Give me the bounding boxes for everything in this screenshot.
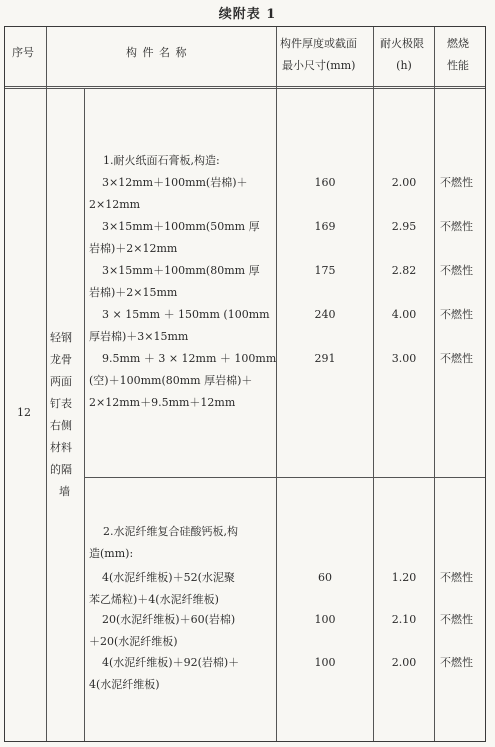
group1-item3-line1: 3×15mm＋100mm(80mm 厚 <box>102 264 260 277</box>
group1-item5-fire: 3.00 <box>391 352 417 365</box>
group1-item4-line1: 3 × 15mm ＋ 150mm (100mm <box>102 308 270 321</box>
category-line: 龙骨 <box>50 353 72 366</box>
group2-item1-line2: 苯乙烯粒)＋4(水泥纤维板) <box>89 593 219 606</box>
group2-item2-thickness: 100 <box>314 613 336 626</box>
category-line: 墙 <box>59 485 70 498</box>
group2-item3-line1: 4(水泥纤维板)＋92(岩棉)＋ <box>102 656 240 669</box>
col-divider-seq <box>46 27 47 741</box>
header-burn-line1: 燃烧 <box>447 37 469 50</box>
group1-item4-line2: 厚岩棉)＋3×15mm <box>89 330 189 343</box>
group2-item3-burn: 不燃性 <box>440 656 473 669</box>
category-line: 材料 <box>50 441 72 454</box>
group1-item3-line2: 岩棉)＋2×15mm <box>89 286 178 299</box>
group-divider <box>84 477 485 478</box>
group2-item1-line1: 4(水泥纤维板)＋52(水泥聚 <box>102 571 235 584</box>
group1-item2-line1: 3×15mm＋100mm(50mm 厚 <box>102 220 260 233</box>
group1-item1-thickness: 160 <box>314 176 336 189</box>
group1-item3-burn: 不燃性 <box>440 264 473 277</box>
category-line: 钉表 <box>50 397 72 410</box>
group1-item4-fire: 4.00 <box>391 308 417 321</box>
category-line: 两面 <box>50 375 72 388</box>
group1-item2-thickness: 169 <box>314 220 336 233</box>
row-seq: 12 <box>17 406 31 419</box>
header-thickness-line2: 最小尺寸(mm) <box>282 59 356 72</box>
group2-intro-line1: 2.水泥纤维复合硅酸钙板,构 <box>103 525 238 538</box>
category-line: 轻钢 <box>50 331 72 344</box>
header-seq: 序号 <box>12 46 34 59</box>
header-burn-line2: 性能 <box>447 59 469 72</box>
group2-intro-line2: 造(mm): <box>89 547 134 560</box>
group1-item3-fire: 2.82 <box>391 264 417 277</box>
header-fire-line2: (h) <box>396 59 412 72</box>
group1-item5-thickness: 291 <box>314 352 336 365</box>
group1-item4-thickness: 240 <box>314 308 336 321</box>
group1-item5-line3: 2×12mm＋9.5mm＋12mm <box>89 396 236 409</box>
col-divider-category <box>84 88 85 741</box>
group2-item2-fire: 2.10 <box>391 613 417 626</box>
group1-item2-fire: 2.95 <box>391 220 417 233</box>
group1-item1-burn: 不燃性 <box>440 176 473 189</box>
group2-item1-fire: 1.20 <box>391 571 417 584</box>
table-title: 续附表 1 <box>218 7 277 22</box>
header-component: 构 件 名 称 <box>126 46 188 59</box>
category-line: 右侧 <box>50 419 72 432</box>
group1-item1-line1: 3×12mm＋100mm(岩棉)＋ <box>102 176 248 189</box>
group1-item5-line2: (空)＋100mm(80mm 厚岩棉)＋ <box>89 374 253 387</box>
group1-item5-burn: 不燃性 <box>440 352 473 365</box>
group2-item2-line2: ＋20(水泥纤维板) <box>89 635 178 648</box>
group1-item3-thickness: 175 <box>314 264 336 277</box>
group1-item1-fire: 2.00 <box>391 176 417 189</box>
col-divider-thickness <box>373 27 374 741</box>
group1-item2-burn: 不燃性 <box>440 220 473 233</box>
group1-item2-line2: 岩棉)＋2×12mm <box>89 242 178 255</box>
col-divider-component <box>276 27 277 741</box>
group2-item3-line2: 4(水泥纤维板) <box>89 678 160 691</box>
col-divider-fire <box>434 27 435 741</box>
header-divider <box>5 86 485 87</box>
group1-item5-line1: 9.5mm ＋ 3 × 12mm ＋ 100mm <box>102 352 277 365</box>
category-line: 的隔 <box>50 463 72 476</box>
group2-item1-burn: 不燃性 <box>440 571 473 584</box>
group2-item1-thickness: 60 <box>318 571 332 584</box>
group2-item2-burn: 不燃性 <box>440 613 473 626</box>
group1-intro: 1.耐火纸面石膏板,构造: <box>103 154 220 167</box>
header-thickness-line1: 构件厚度或截面 <box>280 37 357 50</box>
group2-item3-thickness: 100 <box>314 656 336 669</box>
group1-item1-line2: 2×12mm <box>89 198 141 211</box>
group2-item2-line1: 20(水泥纤维板)＋60(岩棉) <box>102 613 236 626</box>
header-fire-line1: 耐火极限 <box>380 37 424 50</box>
group2-item3-fire: 2.00 <box>391 656 417 669</box>
group1-item4-burn: 不燃性 <box>440 308 473 321</box>
header-divider-2 <box>5 88 485 89</box>
